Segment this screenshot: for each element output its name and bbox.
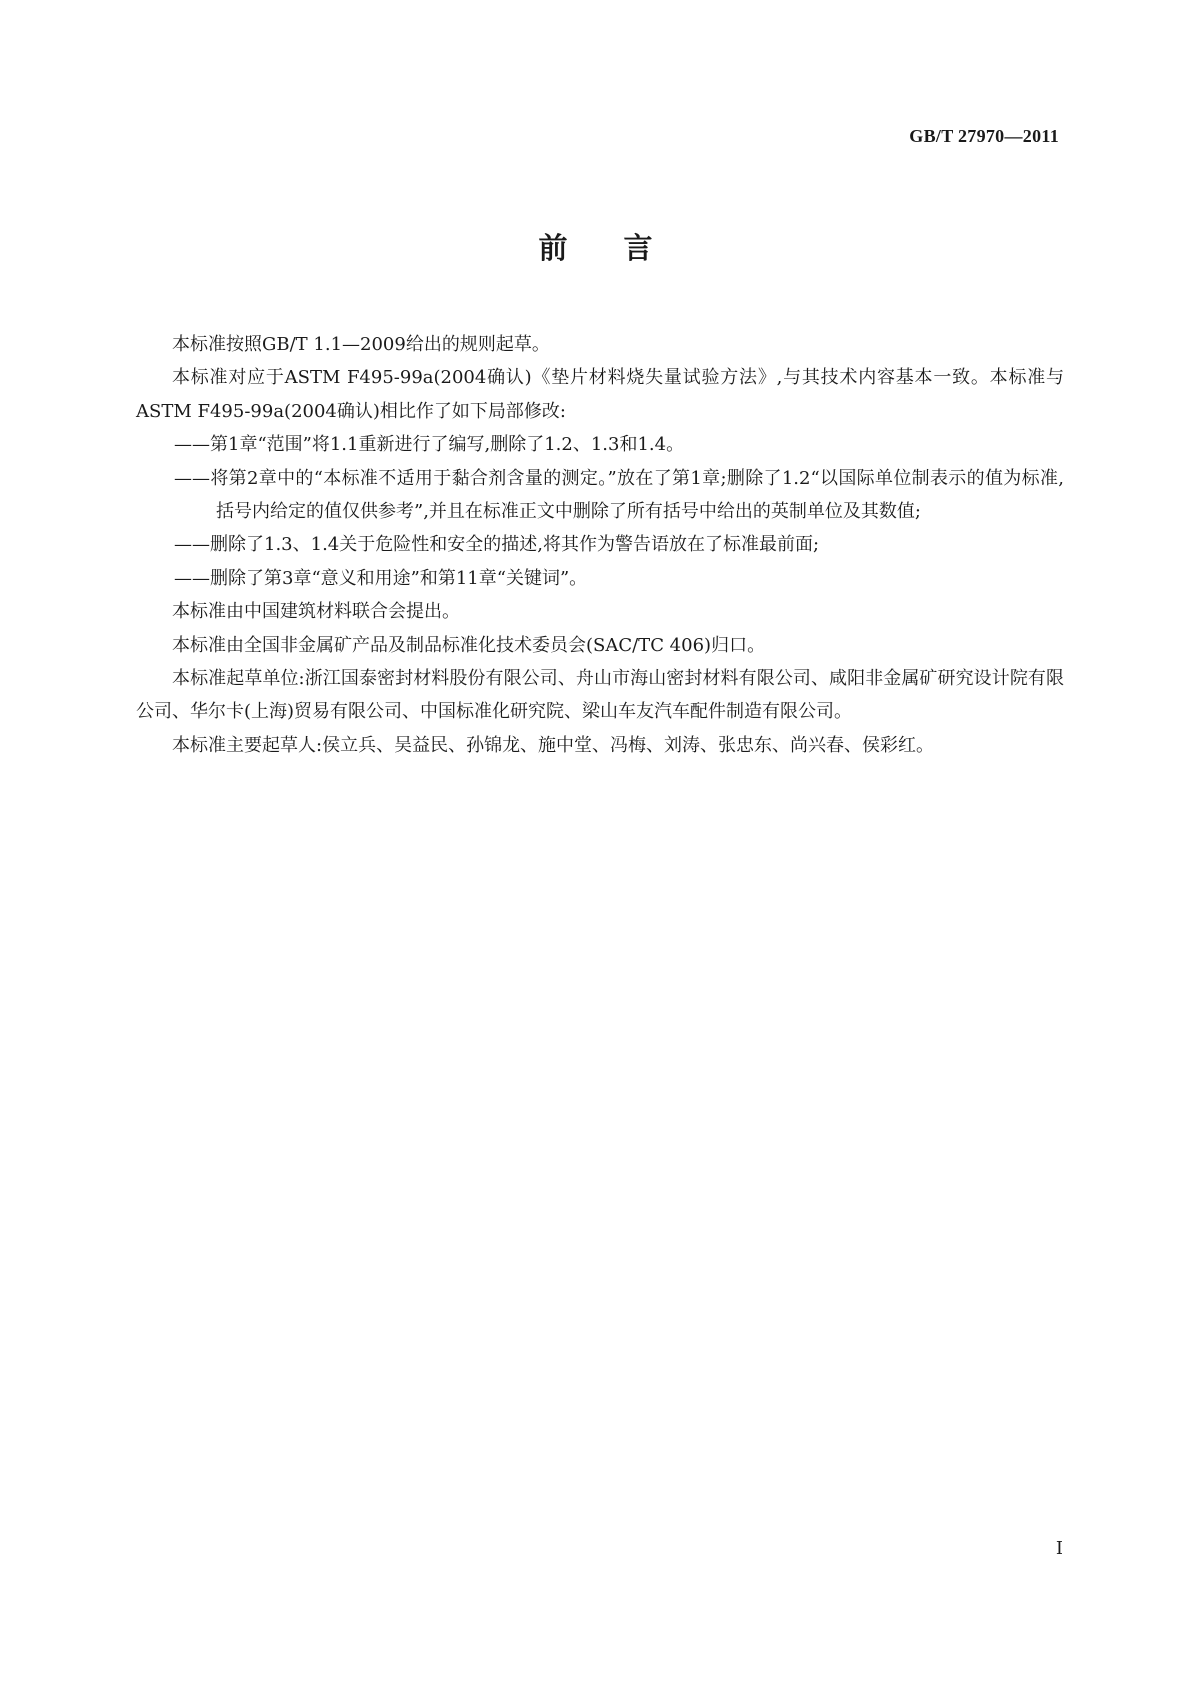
paragraph-drafting-rules: 本标准按照GB/T 1.1—2009给出的规则起草。 — [172, 334, 550, 355]
page-number: I — [1055, 1538, 1063, 1559]
paragraph-drafting-units: 本标准起草单位:浙江国泰密封材料股份有限公司、舟山市海山密封材料有限公司、咸阳非金属矿研究设计院有限公司、华尔卡(上海)贸易有限公司、中国标准化研究院、梁山车友汽车配件制造有限公司。 — [136, 668, 1064, 723]
standard-code: GB/T 27970—2011 — [909, 126, 1059, 146]
modification-item: ——删除了第3章“意义和用途”和第11章“关键词”。 — [174, 567, 588, 589]
modification-item: ——将第2章中的“本标准不适用于黏合剂含量的测定。”放在了第1章;删除了1.2“以国际单位制表示的值为标准,括号内给定的值仅供参考”,并且在标准正文中删除了所有括号中给出的英制单位及其数值; — [174, 467, 1064, 523]
page-title: 前言 — [538, 231, 709, 265]
paragraph-committee: 本标准由全国非金属矿产品及制品标准化技术委员会(SAC/TC 406)归口。 — [172, 634, 766, 656]
paragraph-proposer: 本标准由中国建筑材料联合会提出。 — [172, 601, 460, 623]
foreword-content — [136, 328, 1064, 762]
paragraph-correspondence: 本标准对应于ASTM F495-99a(2004确认)《垫片材料烧失量试验方法》,与其技术内容基本一致。本标准与ASTM F495-99a(2004确认)相比作了如下局部修改: — [136, 367, 1064, 422]
modification-item: ——第1章“范围”将1.1重新进行了编写,删除了1.2、1.3和1.4。 — [174, 434, 685, 456]
paragraph-drafters: 本标准主要起草人:侯立兵、吴益民、孙锦龙、施中堂、冯梅、刘涛、张忠东、尚兴春、侯彩红。 — [172, 734, 935, 756]
modification-item: ——删除了1.3、1.4关于危险性和安全的描述,将其作为警告语放在了标准最前面; — [174, 534, 820, 556]
